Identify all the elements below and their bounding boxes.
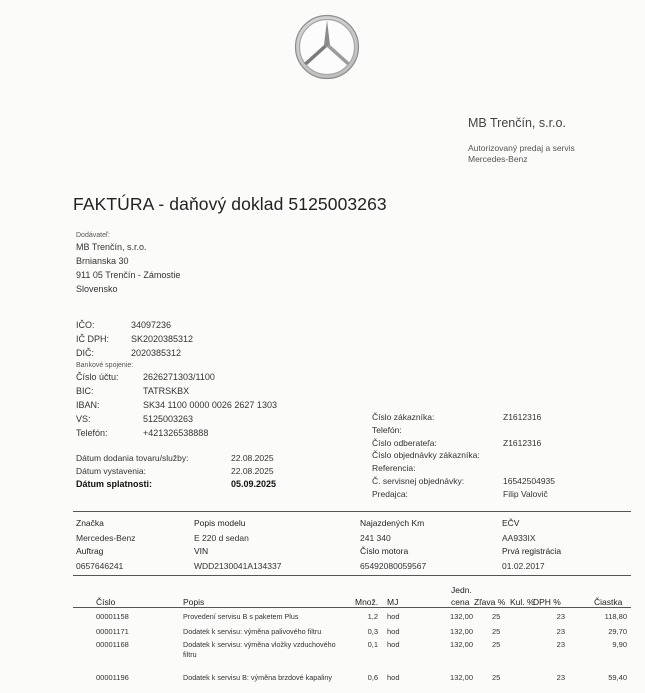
due-date-label: Dátum splatnosti: <box>76 479 153 489</box>
invoice-title: FAKTÚRA - daňový doklad 5125003263 <box>73 194 387 214</box>
cell-mnoz: 1,2 <box>367 612 378 621</box>
col-cena: Jedn. cena <box>451 585 472 607</box>
bank-label: Bankové spojenie: <box>76 362 134 369</box>
cell-popis: Dodatek k servisu B: výměna brzdové kapaliny <box>183 673 333 682</box>
cell-mj: hod <box>387 673 400 682</box>
company-name: MB Trenčín, s.r.o. <box>468 116 566 130</box>
registration-label: Prvá registrácia <box>502 546 562 556</box>
col-ciastka: Čiastka <box>594 597 623 607</box>
cell-zlava: 25 <box>492 673 501 682</box>
cell-cislo: 00001196 <box>96 673 129 682</box>
customer-values: Z1612316 Z1612316 16542504935 Filip Valovič <box>503 412 556 499</box>
bank-values: 2626271303/1100 TATRSKBX SK34 1100 0000 0026 2627 1303 5125003263 +421326538888 <box>143 372 277 438</box>
cell-cena: 132,00 <box>450 627 473 636</box>
delivery-date-label: Dátum dodania tovaru/služby: <box>76 453 189 463</box>
km-value: 241 340 <box>360 533 391 543</box>
col-kul: Kul. % <box>510 597 535 607</box>
cell-dph: 23 <box>556 673 565 682</box>
cell-mj: hod <box>387 640 400 649</box>
vin-value: WDD2130041A134337 <box>194 561 282 571</box>
brand-label: Značka <box>76 518 104 528</box>
cell-cislo: 00001168 <box>96 640 129 649</box>
mercedes-star-logo <box>294 14 360 80</box>
model-value: E 220 d sedan <box>194 533 249 543</box>
divider <box>73 511 631 512</box>
col-cislo: Číslo <box>96 597 116 607</box>
delivery-date: 22.08.2025 <box>231 453 274 463</box>
col-zlava: Zľava % <box>474 597 506 607</box>
cell-cislo: 00001171 <box>96 627 129 636</box>
supplier-line: Brnianska 30 <box>76 256 129 266</box>
col-mnoz: Množ. <box>355 597 379 607</box>
cell-mnoz: 0,3 <box>367 627 378 636</box>
id-values: 34097236 SK2020385312 2020385312 <box>131 320 194 358</box>
company-tagline: Autorizovaný predaj a servis Mercedes-Benz <box>468 143 575 164</box>
due-date: 05.09.2025 <box>231 479 277 489</box>
divider <box>73 575 631 576</box>
vin-label: VIN <box>194 546 209 556</box>
brand-value: Mercedes-Benz <box>76 533 136 543</box>
supplier-line: Slovensko <box>76 284 118 294</box>
cell-mj: hod <box>387 627 400 636</box>
supplier-label: Dodávateľ: <box>76 232 110 239</box>
cell-dph: 23 <box>556 612 565 621</box>
supplier-address <box>76 240 180 296</box>
cell-cena: 132,00 <box>450 673 473 682</box>
registration-value: 01.02.2017 <box>502 561 545 571</box>
cell-mj: hod <box>387 612 400 621</box>
cell-dph: 23 <box>556 640 565 649</box>
order-value: 0657646241 <box>76 561 124 571</box>
km-label: Najazdených Km <box>360 518 425 528</box>
cell-popis: Dodatek k servisu: výměna palivového filtru <box>183 627 322 636</box>
cell-cena: 132,00 <box>450 612 473 621</box>
col-dph: DPH % <box>533 597 561 607</box>
cell-zlava: 25 <box>492 627 501 636</box>
supplier-line: 911 05 Trenčín - Zámostie <box>76 270 181 280</box>
cell-zlava: 25 <box>492 640 501 649</box>
plate-value: AA933IX <box>502 533 536 543</box>
cell-mnoz: 0,1 <box>367 640 378 649</box>
supplier-line: MB Trenčín, s.r.o. <box>76 242 147 252</box>
issue-date-label: Dátum vystavenia: <box>76 466 146 476</box>
cell-mnoz: 0,6 <box>367 673 378 682</box>
col-popis: Popis <box>183 597 205 607</box>
model-label: Popis modelu <box>194 518 246 528</box>
cell-popis: Provedení servisu B s paketem Plus <box>183 612 299 621</box>
cell-ciastka: 9,90 <box>612 640 627 649</box>
cell-ciastka: 29,70 <box>608 627 627 636</box>
cell-ciastka: 118,80 <box>604 612 627 621</box>
cell-dph: 23 <box>556 627 565 636</box>
cell-zlava: 25 <box>492 612 501 621</box>
customer-labels: Číslo zákazníka: Telefón: Číslo odberateľa: Číslo objednávky zákazníka: Referencia: Č. servisnej objednávky: Predajca: <box>372 412 480 499</box>
cell-cena: 132,00 <box>450 640 473 649</box>
id-labels: IČO: IČ DPH: DIČ: <box>76 320 110 358</box>
engine-label: Číslo motora <box>360 546 409 556</box>
order-label: Auftrag <box>76 546 104 556</box>
plate-label: EČV <box>502 518 520 528</box>
divider <box>73 607 631 608</box>
cell-cislo: 00001158 <box>96 612 129 621</box>
col-mj: MJ <box>387 597 399 607</box>
engine-value: 65492080059567 <box>360 561 427 571</box>
cell-popis: Dodatek k servisu: výměna vložky vzduchového filtru <box>183 640 336 659</box>
cell-ciastka: 59,40 <box>608 673 627 682</box>
bank-labels: Číslo účtu: BIC: IBAN: VS: Telefón: <box>76 372 119 438</box>
issue-date: 22.08.2025 <box>231 466 274 476</box>
